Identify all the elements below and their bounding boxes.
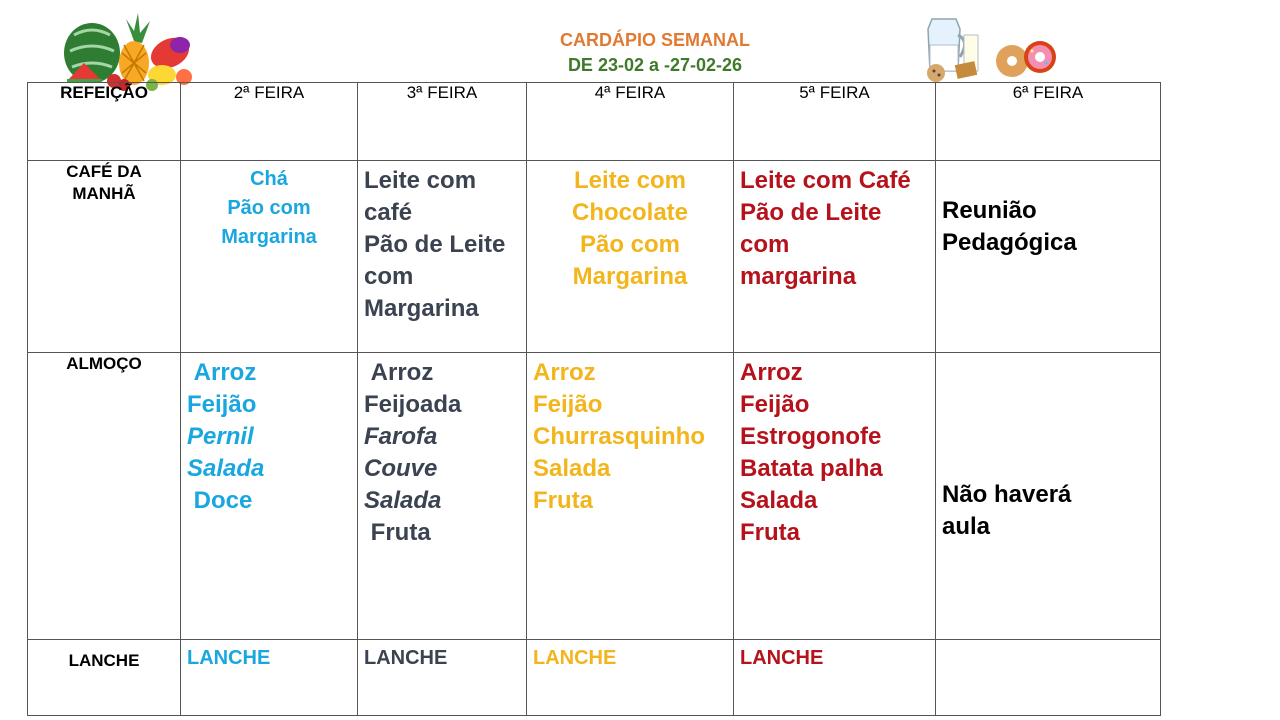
menu-title: CARDÁPIO SEMANAL: [559, 30, 750, 50]
breakfast-wednesday: Leite com Chocolate Pão com Margarina: [527, 161, 734, 353]
breakfast-illustration-icon: [912, 5, 1072, 85]
header-day-monday: 2ª FEIRA: [181, 83, 358, 161]
snack-row: [28, 640, 1161, 716]
lunch-tuesday: Arroz Feijoada Farofa Couve Salada Fruta: [358, 353, 527, 640]
breakfast-row: [28, 161, 1161, 353]
snack-friday: [936, 640, 1161, 716]
header-day-tuesday: 3ª FEIRA: [358, 83, 527, 161]
breakfast-monday: Chá Pão com Margarina: [181, 161, 358, 353]
row-label-breakfast: CAFÉ DA MANHÃ: [28, 161, 181, 353]
breakfast-tuesday: Leite com café Pão de Leite com Margarina: [358, 161, 527, 353]
lunch-monday: Arroz Feijão Pernil Salada Doce: [181, 353, 358, 640]
snack-monday: LANCHE: [181, 640, 358, 716]
row-label-lunch: ALMOÇO: [28, 353, 181, 640]
menu-dates: DE 23-02 a -27-02-26: [567, 55, 743, 75]
lunch-row: [28, 353, 1161, 640]
header-day-wednesday: 4ª FEIRA: [527, 83, 734, 161]
lunch-thursday: Arroz Feijão Estrogonofe Batata palha Salada Fruta: [734, 353, 936, 640]
snack-wednesday: LANCHE: [527, 640, 734, 716]
lunch-wednesday: Arroz Feijão Churrasquinho Salada Fruta: [527, 353, 734, 640]
row-label-snack: LANCHE: [28, 640, 181, 716]
snack-thursday: LANCHE: [734, 640, 936, 716]
breakfast-thursday: Leite com Café Pão de Leite com margarina: [734, 161, 936, 353]
header-day-thursday: 5ª FEIRA: [734, 83, 936, 161]
breakfast-friday: Reunião Pedagógica: [936, 161, 1161, 353]
header-meal: REFEIÇÃO: [28, 83, 181, 161]
header-day-friday: 6ª FEIRA: [936, 83, 1161, 161]
table-header-row: [28, 83, 1161, 161]
weekly-menu-table: [27, 82, 1161, 716]
snack-tuesday: LANCHE: [358, 640, 527, 716]
lunch-friday: Não haverá aula: [936, 353, 1161, 640]
